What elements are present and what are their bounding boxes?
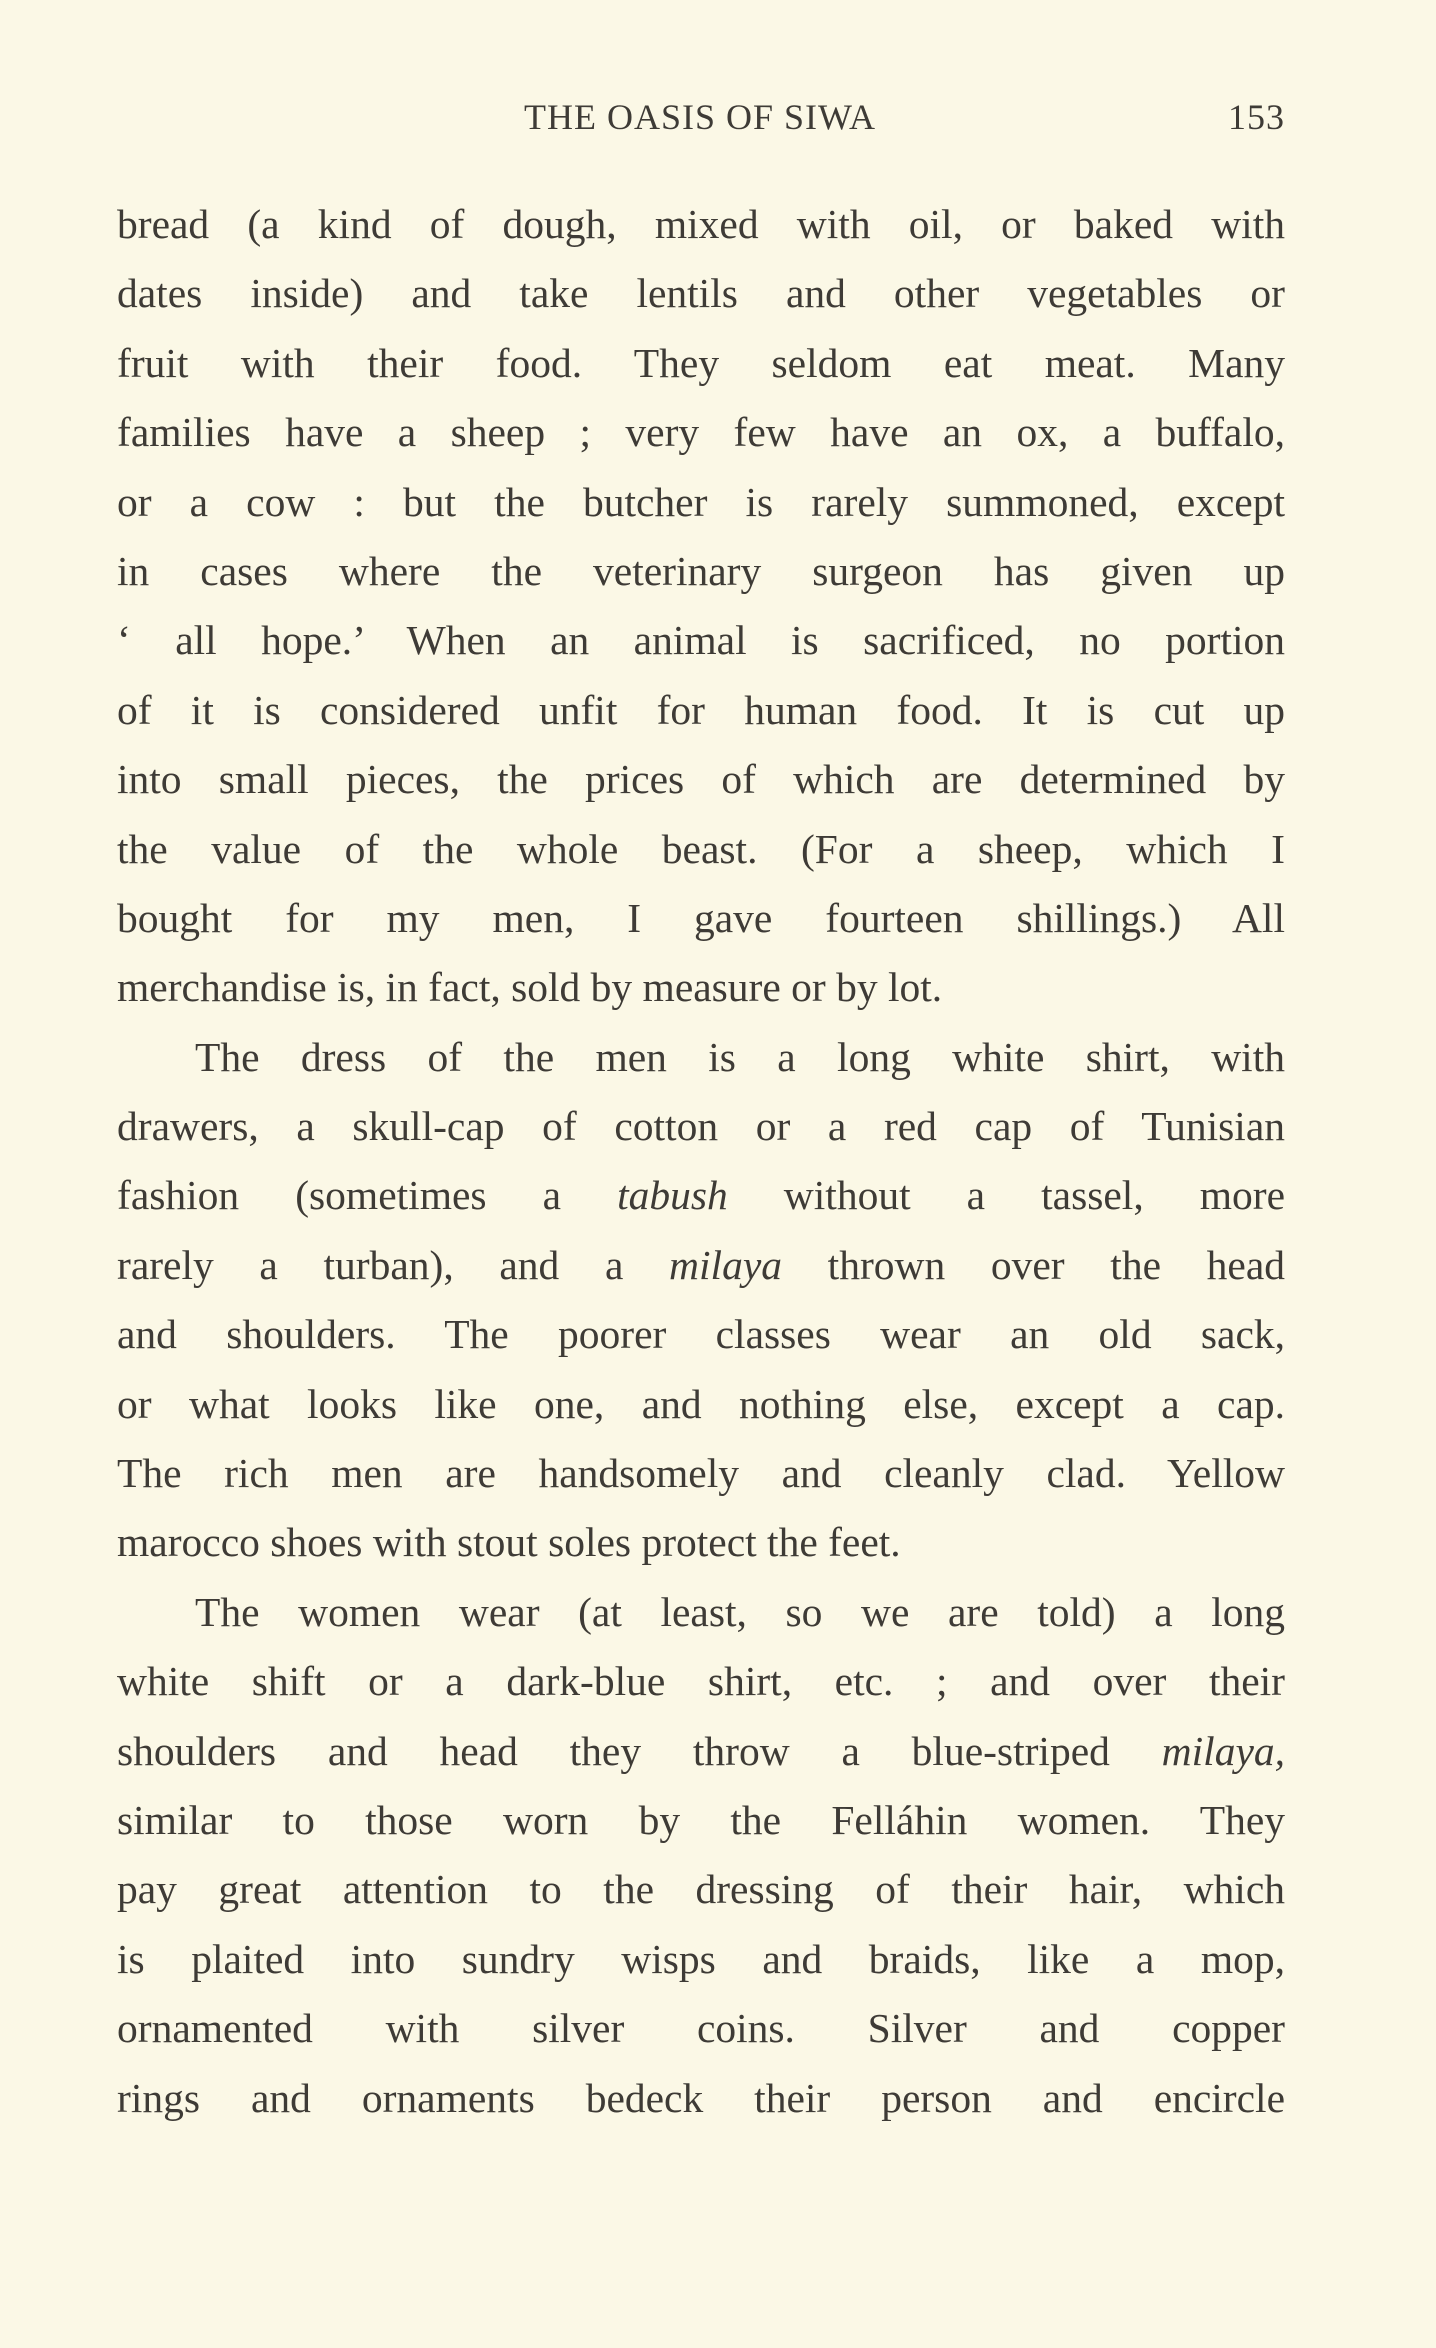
text-line (117, 398, 1285, 467)
line-text: thrown over the head (782, 1241, 1285, 1288)
text-line (117, 1647, 1285, 1716)
text-line (117, 2064, 1285, 2133)
italic-term: milaya, (1161, 1727, 1285, 1774)
text-line (117, 1717, 1285, 1786)
text-line (117, 1023, 1285, 1092)
text-line (117, 1994, 1285, 2063)
text-line (117, 1092, 1285, 1161)
body-text (117, 190, 1285, 2133)
text-line (117, 815, 1285, 884)
line-text: similar to those worn by the Felláhin women. They (117, 1796, 1285, 1843)
line-text: rarely a turban), and a (117, 1241, 670, 1288)
line-text: marocco shoes with stout soles protect the feet. (117, 1519, 901, 1566)
text-line (117, 1578, 1285, 1647)
line-text: drawers, a skull-cap of cotton or a red cap of Tunisian (117, 1103, 1285, 1150)
line-text: white shift or a dark-blue shirt, etc. ; and over their (117, 1658, 1285, 1705)
text-line (117, 1370, 1285, 1439)
text-line (117, 1439, 1285, 1508)
text-line (117, 1231, 1285, 1300)
line-text: bread (a kind of dough, mixed with oil, or baked with (117, 201, 1285, 247)
running-title: THE OASIS OF SIWA (523, 97, 877, 137)
text-line (117, 468, 1285, 537)
text-line (117, 745, 1285, 814)
page-number: 153 (1228, 97, 1285, 137)
line-text: pay great attention to the dressing of their hair, which (117, 1866, 1285, 1913)
text-line (117, 884, 1285, 953)
line-text: without a tassel, more (727, 1172, 1286, 1219)
text-line (117, 953, 1285, 1022)
line-text: or what looks like one, and nothing else, except a cap. (117, 1380, 1285, 1427)
line-text: fruit with their food. They seldom eat meat. Many (117, 339, 1285, 386)
line-text: and shoulders. The poorer classes wear an old sack, (117, 1311, 1285, 1358)
text-line (117, 537, 1285, 606)
text-line (117, 190, 1285, 259)
line-text: shoulders and head they throw a blue-striped (117, 1727, 1162, 1774)
line-text: of it is considered unfit for human food. It is cut up (117, 686, 1285, 733)
text-line (117, 1925, 1285, 1994)
text-line (117, 1855, 1285, 1924)
line-text: The rich men are handsomely and cleanly clad. Yellow (117, 1450, 1285, 1497)
text-line (117, 676, 1285, 745)
line-text: The women wear (at least, so we are told) a long (195, 1588, 1285, 1635)
line-text: ‘ all hope.’ When an animal is sacrificed, no portion (117, 617, 1285, 664)
line-text: fashion (sometimes a (117, 1172, 618, 1219)
line-text: dates inside) and take lentils and other vegetables or (117, 270, 1285, 317)
text-line (117, 259, 1285, 328)
line-text: The dress of the men is a long white shirt, with (195, 1033, 1285, 1080)
text-line (117, 329, 1285, 398)
line-text: rings and ornaments bedeck their person and encircle (117, 2074, 1285, 2121)
text-line (117, 606, 1285, 675)
line-text: is plaited into sundry wisps and braids, like a mop, (117, 1935, 1285, 1982)
italic-term: tabush (617, 1172, 728, 1219)
line-text: bought for my men, I gave fourteen shillings.) All (117, 894, 1285, 941)
line-text: ornamented with silver coins. Silver and copper (117, 2005, 1285, 2052)
line-text: in cases where the veterinary surgeon has given up (117, 547, 1285, 594)
paragraph (117, 1578, 1285, 2133)
paragraph (117, 190, 1285, 1023)
running-head (115, 96, 1285, 146)
line-text: into small pieces, the prices of which are determined by (117, 756, 1285, 803)
line-text: or a cow : but the butcher is rarely summoned, except (117, 478, 1285, 525)
text-line (117, 1508, 1285, 1577)
line-text: merchandise is, in fact, sold by measure or by lot. (117, 964, 943, 1011)
text-line (117, 1300, 1285, 1369)
italic-term: milaya (669, 1241, 782, 1288)
line-text: the value of the whole beast. (For a sheep, which I (117, 825, 1285, 872)
text-line (117, 1786, 1285, 1855)
text-line (117, 1161, 1285, 1230)
line-text: families have a sheep ; very few have an ox, a buffalo, (117, 409, 1285, 456)
paragraph (117, 1023, 1285, 1578)
